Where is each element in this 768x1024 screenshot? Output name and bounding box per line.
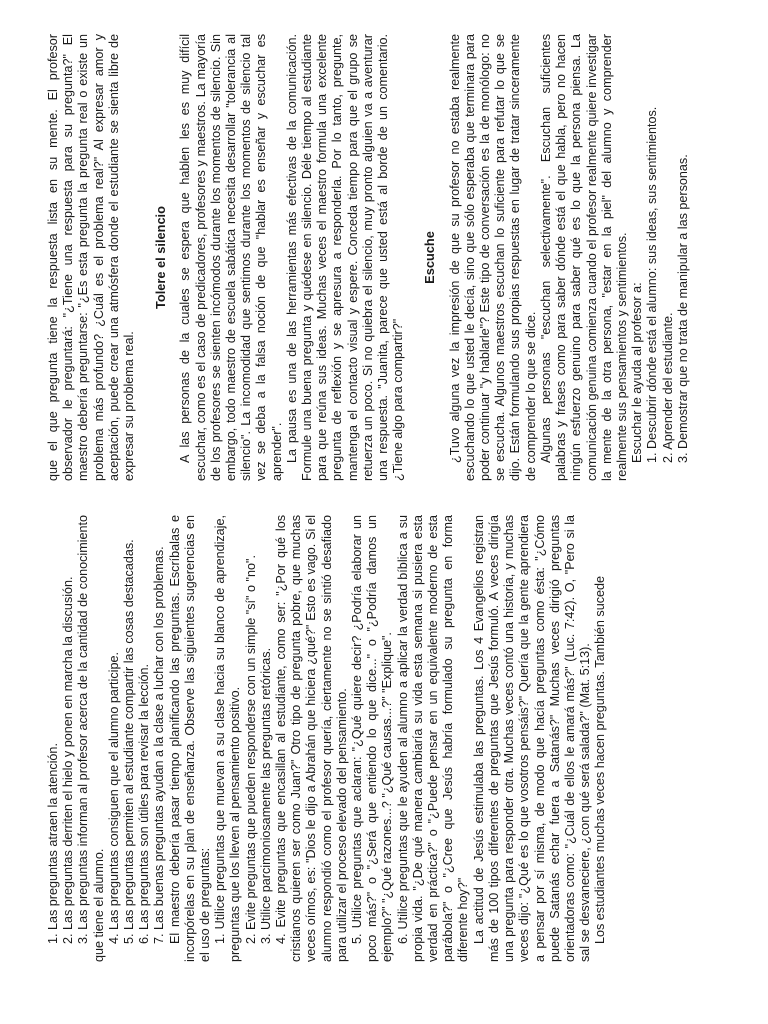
list-item: 1. Las preguntas atraen la atención. bbox=[46, 743, 60, 944]
list-item: 3. Demostrar que no trata de manipular a las personas. bbox=[675, 154, 690, 463]
suggestion-item: 5. Utilice preguntas que aclaran: "¿Qué quiere decir? ¿Podría elaborar un poco más?" o "¿Será que entiendo lo que dice..." o "¿Podría damos un ejemplo?" "¿Qué razones...? "¿Qué causas...?" "Explique". bbox=[350, 515, 395, 962]
list-item: 4. Las preguntas consiguen que el alumno participe. bbox=[106, 652, 121, 944]
intro-paragraph: El maestro debería pasar tiempo planificando las preguntas. Escríbalas e incorpórelas en su plan de enseñanza. Observe las siguientes sugerencias en el uso de preguntas: bbox=[167, 515, 213, 962]
suggestion-item: 1. Utilice preguntas que muevan a su clase hacia su blanco de aprendizaje, preguntas que los lleven al pensamiento positivo. bbox=[213, 515, 243, 962]
listen-paragraph: Algunas personas "escuchan selectivamente". Escuchan suficientes palabras y frases como para saber dónde está el que habla, pero no hacen ningún esfuerzo genuino para saber qué es lo que la persona piensa. La comunicación genuina comienza cuando el profesor realmente quiere investigar la mente de la otra persona, "estar en la piel" del alumno y comprender realmente sus pensamientos y sentimientos. bbox=[538, 34, 629, 481]
suggestion-item: 6. Utilice preguntas que le ayuden al alumno a aplicar la verdad bíblica a su propia vida. "¿De qué manera cambiaría su vida esta semana si pusiera esta verdad en práctica?" o "¿Puede pensar en un equivalente moderno de esta parábola?" o "¿Cree que Jesús habría formulado su pregunta en forma diferente hoy?" bbox=[395, 515, 471, 962]
list-item: 3. Las preguntas informan al profesor acerca de la cantidad de conocimiento que tiene el alumno. bbox=[76, 515, 106, 962]
list-item: 2. Aprender del estudiante. bbox=[660, 312, 675, 463]
listen-lead: Escuchar le ayuda al profesor a: bbox=[630, 282, 645, 463]
suggestion-item: 4. Evite preguntas que encasillan al estudiante, como ser: "¿Por qué los cristianos quieren ser como Juan?" Otro tipo de pregunta pobre, que muchas veces oímos, es: "Dios le dijo a Abrahán que hiciera ¿qué?" Esto es vago. Si el alumno respondió como el profesor quería, ciertamente no se sintió desafiado para utilizar el proceso elevado del pensamiento. bbox=[274, 515, 349, 962]
section-heading-silence: Tolere el silencio bbox=[153, 206, 169, 309]
jesus-paragraph: La actitud de Jesús estimulaba las preguntas. Los 4 Evangelios registran más de 100 tipos diferentes de preguntas que Jesús formuló. A veces dirigía una pregunta para responder otra. Muchas veces contó una historia, y muchas veces dijo: "¿Qué es lo que vosotros pensáis?" Quería que la gente aprendiera a pensar por sí misma, de modo que hacía preguntas como ésta: "¿Cómo puede Satanás echar fuera a Satanás?" Muchas veces dirigió preguntas orientadoras como: "¿Cuál de ellos le amará más?" (Luc. 7:42). O, "Pero si la sal se desvaneciere, ¿con qué será salada?" (Mat. 5:13). bbox=[471, 515, 593, 962]
closing-paragraph: Los estudiantes muchas veces hacen preguntas. También sucede bbox=[593, 575, 608, 944]
list-item: 1. Descubrir dónde está el alumno: sus ideas, sus sentimientos. bbox=[645, 106, 660, 463]
right-column bbox=[46, 34, 728, 481]
list-item: 6. Las preguntas son útiles para revisar la lección. bbox=[137, 663, 152, 944]
continuation-paragraph: que el que pregunta tiene la respuesta lista en su mente. El profesor observador le preguntará: "¿Tiene una respuesta para su pregunta?" El maestro debería preguntarse: "¿Es esta pregunta la pregunta real o existe un problema más profundo? ¿Cuál es el problema real?" Al expresar amor y aceptación, puede crear una atmósfera donde el estudiante se sienta libre de expresar su problema real. bbox=[46, 34, 137, 481]
left-column bbox=[46, 515, 728, 962]
suggestion-item: 2. Evite preguntas que pueden responderse con un simple "sí" o "no". bbox=[243, 555, 258, 944]
list-item: 7. Las buenas preguntas ayudan a la clase a luchar con los problemas. bbox=[152, 546, 167, 944]
list-item: 5. Las preguntas permiten al estudiante compartir las cosas destacadas. bbox=[122, 539, 137, 944]
list-item: 2. Las preguntas derriten el hielo y ponen en marcha la discusión. bbox=[61, 576, 76, 944]
silence-paragraph: La pausa es una de las herramientas más efectivas de la comunicación. Formule una buena pregunta y quédese en silencio. Déle tiempo al estudiante para que reúna sus ideas. Muchas veces el maestro formula una excelente pregunta de reflexión y se apresura a responderla. Por lo tanto, pregunte, mantenga el contacto visual y espere. Conceda tiempo para que el grupo se retuerza un poco. Si no quiebra el silencio, muy pronto alguien va a aventurar una respuesta. "Juanita, parece que usted está al borde de un comentario. ¿Tiene algo para compartir?" bbox=[284, 34, 406, 481]
suggestion-item: 3. Utilice parcimoniosamente las preguntas retóricas. bbox=[258, 647, 273, 944]
listen-paragraph: ¿Tuvo alguna vez la impresión de que su profesor no estaba realmente escuchando lo que usted le decía, sino que sólo esperaba que terminara para poder continuar "y hablarle"? Este tipo de conversación es la de monólogo: no se escucha. Algunos maestros escuchan lo suficiente para refutar lo que se dijo. Están formulando sus propias respuestas en lugar de tratar sinceramente de comprender lo que se dice. bbox=[447, 34, 538, 481]
silence-paragraph: A las personas de la cuales se espera que hablen les es muy difícil escuchar, como es el caso de predicadores, profesores y maestros. La mayoría de los profesores se sienten incómodos durante los momentos de silencio. Sin embargo, todo maestro de escuela sabática necesita desarrollar "tolerancia al silencio". La incomodidad que sentimos durante los momentos de silencio tal vez se deba a la falsa noción de que "hablar es enseñar y escuchar es aprender". bbox=[178, 34, 284, 481]
section-heading-listen: Escuche bbox=[422, 231, 438, 284]
